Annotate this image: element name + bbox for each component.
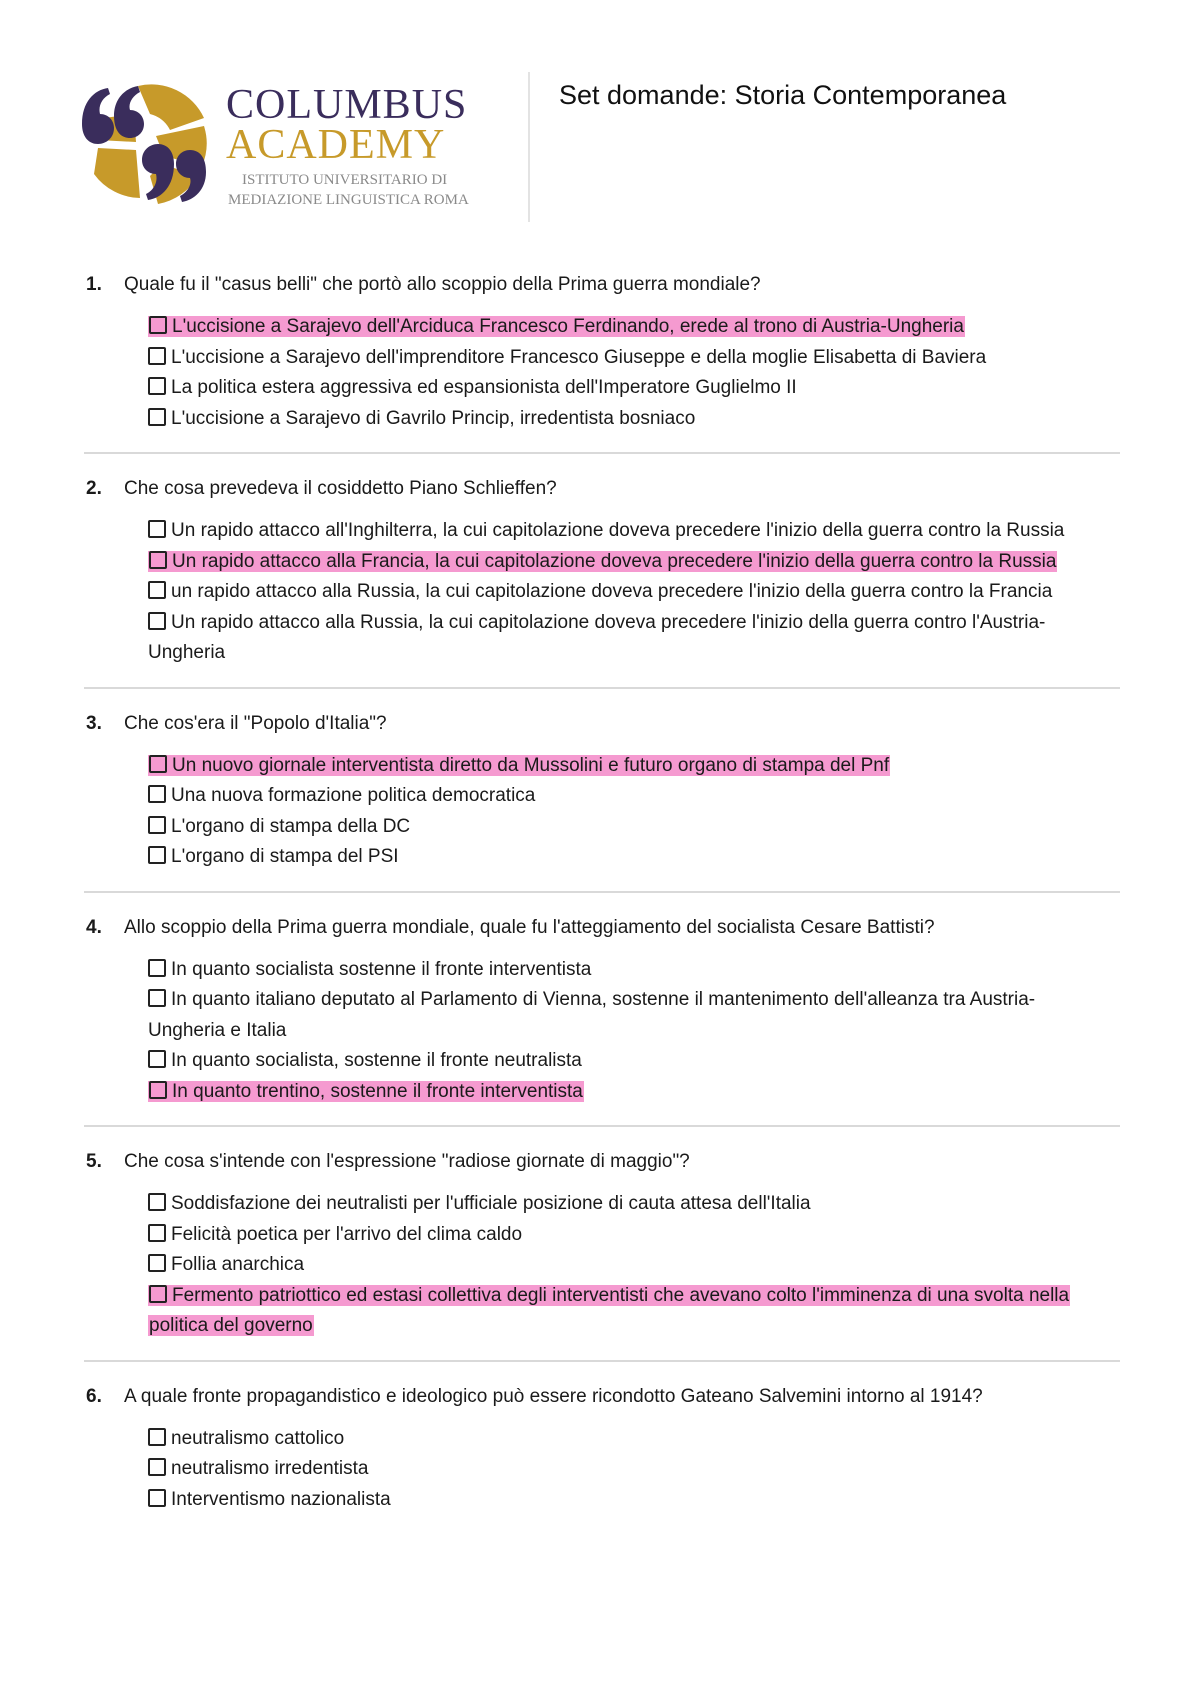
- question-text: Che cosa s'intende con l'espressione "radiose giornate di maggio"?: [124, 1151, 690, 1172]
- answer-options: [148, 516, 1108, 669]
- checkbox-icon[interactable]: [149, 1081, 167, 1099]
- answer-option-highlight: [148, 612, 1045, 664]
- question-header: [86, 1382, 1126, 1412]
- answer-option[interactable]: [148, 608, 1108, 669]
- answer-option-highlight: [148, 1489, 391, 1510]
- header: [0, 0, 1200, 240]
- answer-option[interactable]: [148, 1250, 1108, 1281]
- answer-option-highlight: [148, 316, 965, 337]
- answer-option-highlight: [148, 816, 410, 837]
- checkbox-icon[interactable]: [148, 959, 166, 977]
- question-separator: [84, 1360, 1120, 1362]
- question-list: [86, 270, 1126, 1515]
- answer-option-highlight: [148, 846, 399, 867]
- answer-option-highlight: [148, 520, 1064, 541]
- logo-title-columbus: COLUMBUS: [226, 82, 468, 128]
- question-text: Allo scoppio della Prima guerra mondiale, quale fu l'atteggiamento del socialista Cesare Battisti?: [124, 916, 935, 938]
- answer-option[interactable]: [148, 1454, 1108, 1485]
- answer-option-label: Interventismo nazionalista: [171, 1488, 391, 1510]
- question-header: [86, 709, 1126, 739]
- answer-option-correct[interactable]: [148, 1077, 1108, 1108]
- checkbox-icon[interactable]: [148, 1458, 166, 1476]
- answer-option-label: Soddisfazione dei neutralisti per l'ufficiale posizione di cauta attesa dell'Italia: [171, 1193, 811, 1214]
- question-header: [86, 913, 1126, 943]
- question-6: [86, 1382, 1126, 1516]
- checkbox-icon[interactable]: [148, 1254, 166, 1272]
- answer-option[interactable]: [148, 1189, 1108, 1220]
- question-number: 4.: [86, 916, 102, 938]
- checkbox-icon[interactable]: [148, 1489, 166, 1507]
- columbus-academy-logo: [78, 78, 498, 218]
- answer-option-highlight: [148, 1224, 522, 1245]
- question-5: [86, 1147, 1126, 1342]
- answer-option[interactable]: [148, 985, 1108, 1046]
- answer-option-label: In quanto italiano deputato al Parlamento di Vienna, sostenne il mantenimento dell'alleanza tra Austria-Ungheria e Italia: [148, 989, 1036, 1041]
- answer-option-highlight: [148, 1193, 811, 1214]
- answer-option[interactable]: [148, 812, 1108, 843]
- answer-option-label: Un rapido attacco alla Francia, la cui capitolazione doveva precedere l'inizio della guerra contro la Russia: [172, 550, 1057, 572]
- answer-option[interactable]: [148, 1424, 1108, 1455]
- question-header: [86, 1147, 1126, 1177]
- checkbox-icon[interactable]: [148, 846, 166, 864]
- question-separator: [84, 1125, 1120, 1127]
- document-title: Set domande: Storia Contemporanea: [559, 80, 1007, 110]
- answer-option-correct[interactable]: [148, 547, 1108, 578]
- checkbox-icon[interactable]: [148, 347, 166, 365]
- question-number: 2.: [86, 478, 102, 499]
- answer-option-label: neutralismo irredentista: [171, 1458, 369, 1479]
- question-number: 6.: [86, 1385, 102, 1407]
- checkbox-icon[interactable]: [148, 785, 166, 803]
- answer-option[interactable]: [148, 1046, 1108, 1077]
- answer-option[interactable]: [148, 955, 1108, 986]
- answer-option-highlight: [148, 959, 591, 980]
- answer-option-label: neutralismo cattolico: [171, 1427, 345, 1449]
- answer-options: [148, 955, 1108, 1108]
- question-1: [86, 270, 1126, 434]
- answer-options: [148, 1424, 1108, 1516]
- answer-option-highlight: [148, 1050, 582, 1071]
- question-number: 1.: [86, 274, 102, 295]
- answer-option-highlight: [148, 1458, 368, 1479]
- checkbox-icon[interactable]: [148, 612, 166, 630]
- answer-option[interactable]: [148, 404, 1108, 435]
- answer-option-correct[interactable]: [148, 1281, 1108, 1342]
- question-header: [86, 474, 1126, 504]
- answer-option-label: Una nuova formazione politica democratica: [171, 785, 536, 806]
- question-separator: [84, 891, 1120, 893]
- answer-option-label: L'uccisione a Sarajevo dell'Arciduca Francesco Ferdinando, erede al trono di Austria-Ungheria: [172, 316, 964, 337]
- answer-options: [148, 751, 1108, 873]
- answer-option[interactable]: [148, 343, 1108, 374]
- answer-option[interactable]: [148, 1485, 1108, 1516]
- question-4: [86, 913, 1126, 1108]
- question-separator: [84, 452, 1120, 454]
- answer-option-label: Un rapido attacco all'Inghilterra, la cui capitolazione doveva precedere l'inizio della guerra contro la Russia: [171, 520, 1065, 541]
- checkbox-icon[interactable]: [148, 1428, 166, 1446]
- question-number: 5.: [86, 1151, 102, 1172]
- answer-option-label: Felicità poetica per l'arrivo del clima caldo: [171, 1223, 523, 1245]
- logo-subtitle-line1: ISTITUTO UNIVERSITARIO DI: [242, 172, 448, 188]
- answer-option[interactable]: [148, 516, 1108, 547]
- checkbox-icon[interactable]: [149, 1285, 167, 1303]
- question-2: [86, 474, 1126, 669]
- answer-option-label: In quanto socialista sostenne il fronte interventista: [171, 958, 592, 980]
- answer-options: [148, 312, 1108, 434]
- answer-option-highlight: [148, 347, 986, 368]
- answer-option[interactable]: [148, 1220, 1108, 1251]
- answer-option-highlight: [148, 785, 535, 806]
- answer-option-highlight: [148, 581, 1052, 602]
- answer-option-highlight: [148, 755, 890, 776]
- checkbox-icon[interactable]: [148, 408, 166, 426]
- answer-option-highlight: [148, 1254, 304, 1275]
- checkbox-icon[interactable]: [148, 377, 166, 395]
- checkbox-icon[interactable]: [148, 520, 166, 538]
- question-text: A quale fronte propagandistico e ideologico può essere ricondotto Gateano Salvemini intorno al 1914?: [124, 1385, 983, 1407]
- question-text: Che cosa prevedeva il cosiddetto Piano Schlieffen?: [124, 478, 557, 499]
- answer-option[interactable]: [148, 842, 1108, 873]
- logo-globe-icon: [78, 78, 210, 210]
- answer-option-label: L'uccisione a Sarajevo di Gavrilo Princip, irredentista bosniaco: [171, 407, 696, 429]
- checkbox-icon[interactable]: [148, 1224, 166, 1242]
- answer-options: [148, 1189, 1108, 1342]
- checkbox-icon[interactable]: [148, 1050, 166, 1068]
- answer-option-highlight: [148, 377, 797, 398]
- checkbox-icon[interactable]: [148, 1193, 166, 1211]
- answer-option-label: Un rapido attacco alla Russia, la cui capitolazione doveva precedere l'inizio della guerra contro l'Austria-Ungheria: [148, 611, 1046, 663]
- answer-option-highlight: [148, 551, 1057, 572]
- checkbox-icon[interactable]: [148, 816, 166, 834]
- checkbox-icon[interactable]: [149, 551, 167, 569]
- answer-option[interactable]: [148, 781, 1108, 812]
- answer-option-label: La politica estera aggressiva ed espansionista dell'Imperatore Guglielmo II: [171, 377, 797, 398]
- answer-option-label: Follia anarchica: [171, 1254, 305, 1275]
- answer-option[interactable]: [148, 577, 1108, 608]
- question-text: Che cos'era il "Popolo d'Italia"?: [124, 712, 387, 734]
- checkbox-icon[interactable]: [149, 316, 167, 334]
- answer-option-correct[interactable]: [148, 751, 1108, 782]
- question-number: 3.: [86, 712, 102, 734]
- answer-option-label: In quanto socialista, sostenne il fronte neutralista: [171, 1050, 582, 1071]
- answer-option-highlight: [148, 989, 1035, 1041]
- answer-option-highlight: [148, 408, 695, 429]
- header-divider: [528, 72, 530, 222]
- answer-option-label: Fermento patriottico ed estasi collettiva degli interventisti che avevano colto l'imminenza di una svolta nella politica del governo: [149, 1284, 1070, 1336]
- answer-option[interactable]: [148, 373, 1108, 404]
- answer-option-label: L'organo di stampa della DC: [171, 815, 411, 837]
- checkbox-icon[interactable]: [149, 755, 167, 773]
- answer-option-label: Un nuovo giornale interventista diretto da Mussolini e futuro organo di stampa del Pnf: [172, 754, 890, 776]
- answer-option-correct[interactable]: [148, 312, 1108, 343]
- checkbox-icon[interactable]: [148, 989, 166, 1007]
- logo-title-academy: ACADEMY: [226, 122, 446, 168]
- answer-option-highlight: [148, 1428, 344, 1449]
- question-3: [86, 709, 1126, 873]
- checkbox-icon[interactable]: [148, 581, 166, 599]
- question-text: Quale fu il "casus belli" che portò allo scoppio della Prima guerra mondiale?: [124, 274, 761, 295]
- answer-option-label: L'organo di stampa del PSI: [171, 846, 399, 867]
- question-header: [86, 270, 1126, 300]
- answer-option-label: L'uccisione a Sarajevo dell'imprenditore Francesco Giuseppe e della moglie Elisabetta di Baviera: [171, 346, 987, 368]
- question-separator: [84, 687, 1120, 689]
- answer-option-label: In quanto trentino, sostenne il fronte interventista: [172, 1080, 583, 1102]
- logo-subtitle-line2: MEDIAZIONE LINGUISTICA ROMA: [228, 192, 469, 208]
- answer-option-highlight: [148, 1285, 1070, 1337]
- answer-option-highlight: [148, 1081, 584, 1102]
- answer-option-label: un rapido attacco alla Russia, la cui capitolazione doveva precedere l'inizio della guerra contro la Francia: [171, 581, 1053, 602]
